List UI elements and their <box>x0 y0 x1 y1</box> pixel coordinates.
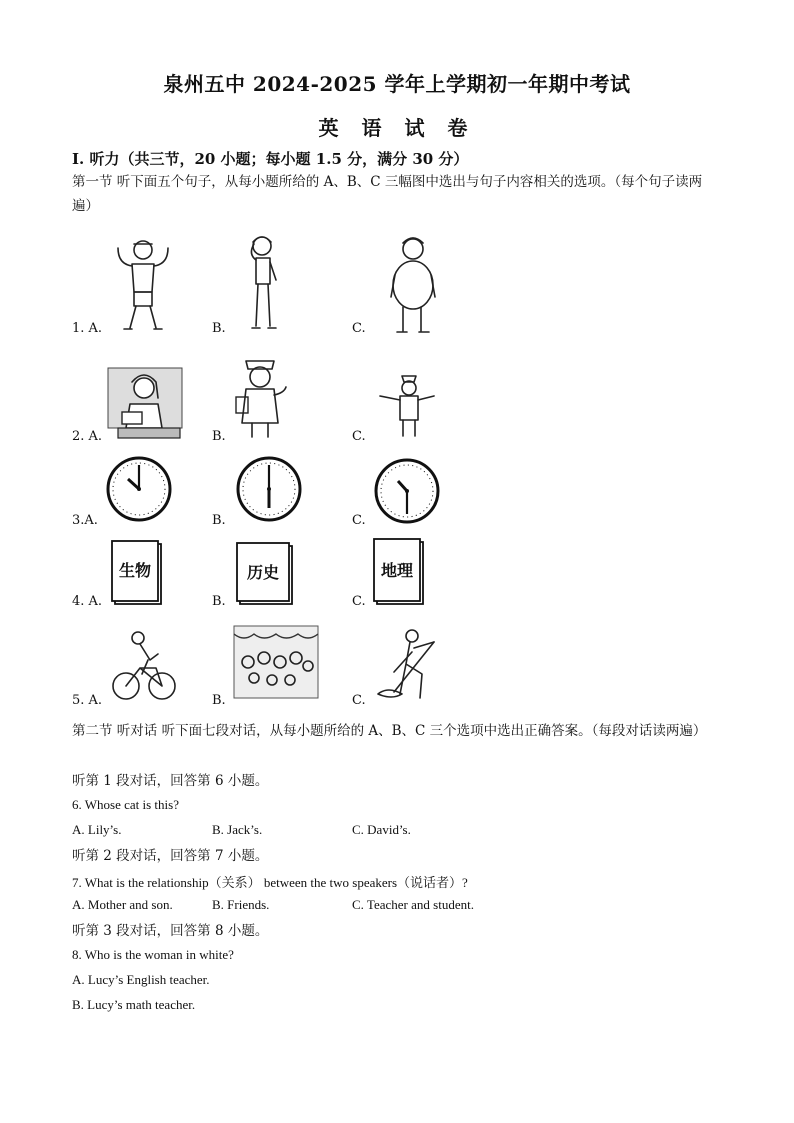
row2-label-a: 2. A. <box>72 429 103 444</box>
dialog3-intro: 听第 3 段对话，回答第 8 小题。 <box>72 923 269 939</box>
exam-title: 泉州五中 2024-2025 学年上学期初一年期中考试 <box>163 72 631 96</box>
clock-c-image <box>374 458 440 524</box>
biology-book-label: 生物 <box>118 561 152 580</box>
row1-label-a: 1. A. <box>72 321 103 336</box>
q8-option-b: B. Lucy’s math teacher. <box>72 997 196 1012</box>
biology-book-image <box>111 540 163 604</box>
history-book-label: 历史 <box>246 563 280 582</box>
clock-a-image <box>106 456 172 522</box>
dialog2-intro: 听第 2 段对话，回答第 7 小题。 <box>72 848 269 864</box>
q7-option-b: B. Friends. <box>212 897 270 912</box>
history-book-image <box>236 542 294 604</box>
row3-label-c: C. <box>352 513 366 528</box>
question-8: 8. Who is the woman in white? <box>72 947 234 962</box>
strong-man-image <box>108 232 178 332</box>
row4-label-b: B. <box>212 594 226 609</box>
nurse-image <box>232 355 292 440</box>
row5-label-a: 5. A. <box>72 693 103 708</box>
q7-option-c: C. Teacher and student. <box>352 897 474 912</box>
geography-book-label: 地理 <box>380 561 414 580</box>
cycling-image <box>112 628 178 704</box>
q6-option-b: B. Jack’s. <box>212 822 263 837</box>
group-photo-image <box>234 626 318 700</box>
exam-subtitle: 英 语 试 卷 <box>318 116 476 140</box>
row2-label-b: B. <box>212 429 226 444</box>
part2-instruction: 第二节 听对话 听下面七段对话，从每小题所给的 A、B、C 三个选项中选出正确答案。（每段对话读两遍） <box>72 723 707 739</box>
section-heading: Ⅰ. 听力（共三节，20 小题；每小题 1.5 分，满分 30 分） <box>72 150 469 168</box>
q7-option-a: A. Mother and son. <box>72 897 173 912</box>
mopping-image <box>372 628 452 704</box>
q6-option-a: A. Lily’s. <box>72 822 122 837</box>
row5-label-c: C. <box>352 693 366 708</box>
policeman-image <box>378 370 438 440</box>
thin-boy-image <box>240 232 290 332</box>
row1-label-c: C. <box>352 321 366 336</box>
row3-label-b: B. <box>212 513 226 528</box>
part1-instruction: 第一节 听下面五个句子，从每小题所给的 A、B、C 三幅图中选出与句子内容相关的选项。（每个句子读两遍） <box>72 174 703 214</box>
row4-label-a: 4. A. <box>72 594 103 609</box>
clock-b-image <box>236 456 302 522</box>
fat-man-image <box>385 235 445 335</box>
row5-label-b: B. <box>212 693 226 708</box>
row1-label-b: B. <box>212 321 226 336</box>
row3-label-a: 3.A. <box>72 513 98 528</box>
q6-option-c: C. David’s. <box>352 822 411 837</box>
q8-option-a: A. Lucy’s English teacher. <box>72 972 210 987</box>
row4-label-c: C. <box>352 594 366 609</box>
geography-book-image <box>373 538 425 604</box>
dialog1-intro: 听第 1 段对话，回答第 6 小题。 <box>72 773 269 789</box>
teacher-image <box>108 368 182 440</box>
row2-label-c: C. <box>352 429 366 444</box>
question-7: 7. What is the relationship（关系） between the two speakers（说话者）? <box>72 875 468 890</box>
question-6: 6. Whose cat is this? <box>72 797 179 812</box>
